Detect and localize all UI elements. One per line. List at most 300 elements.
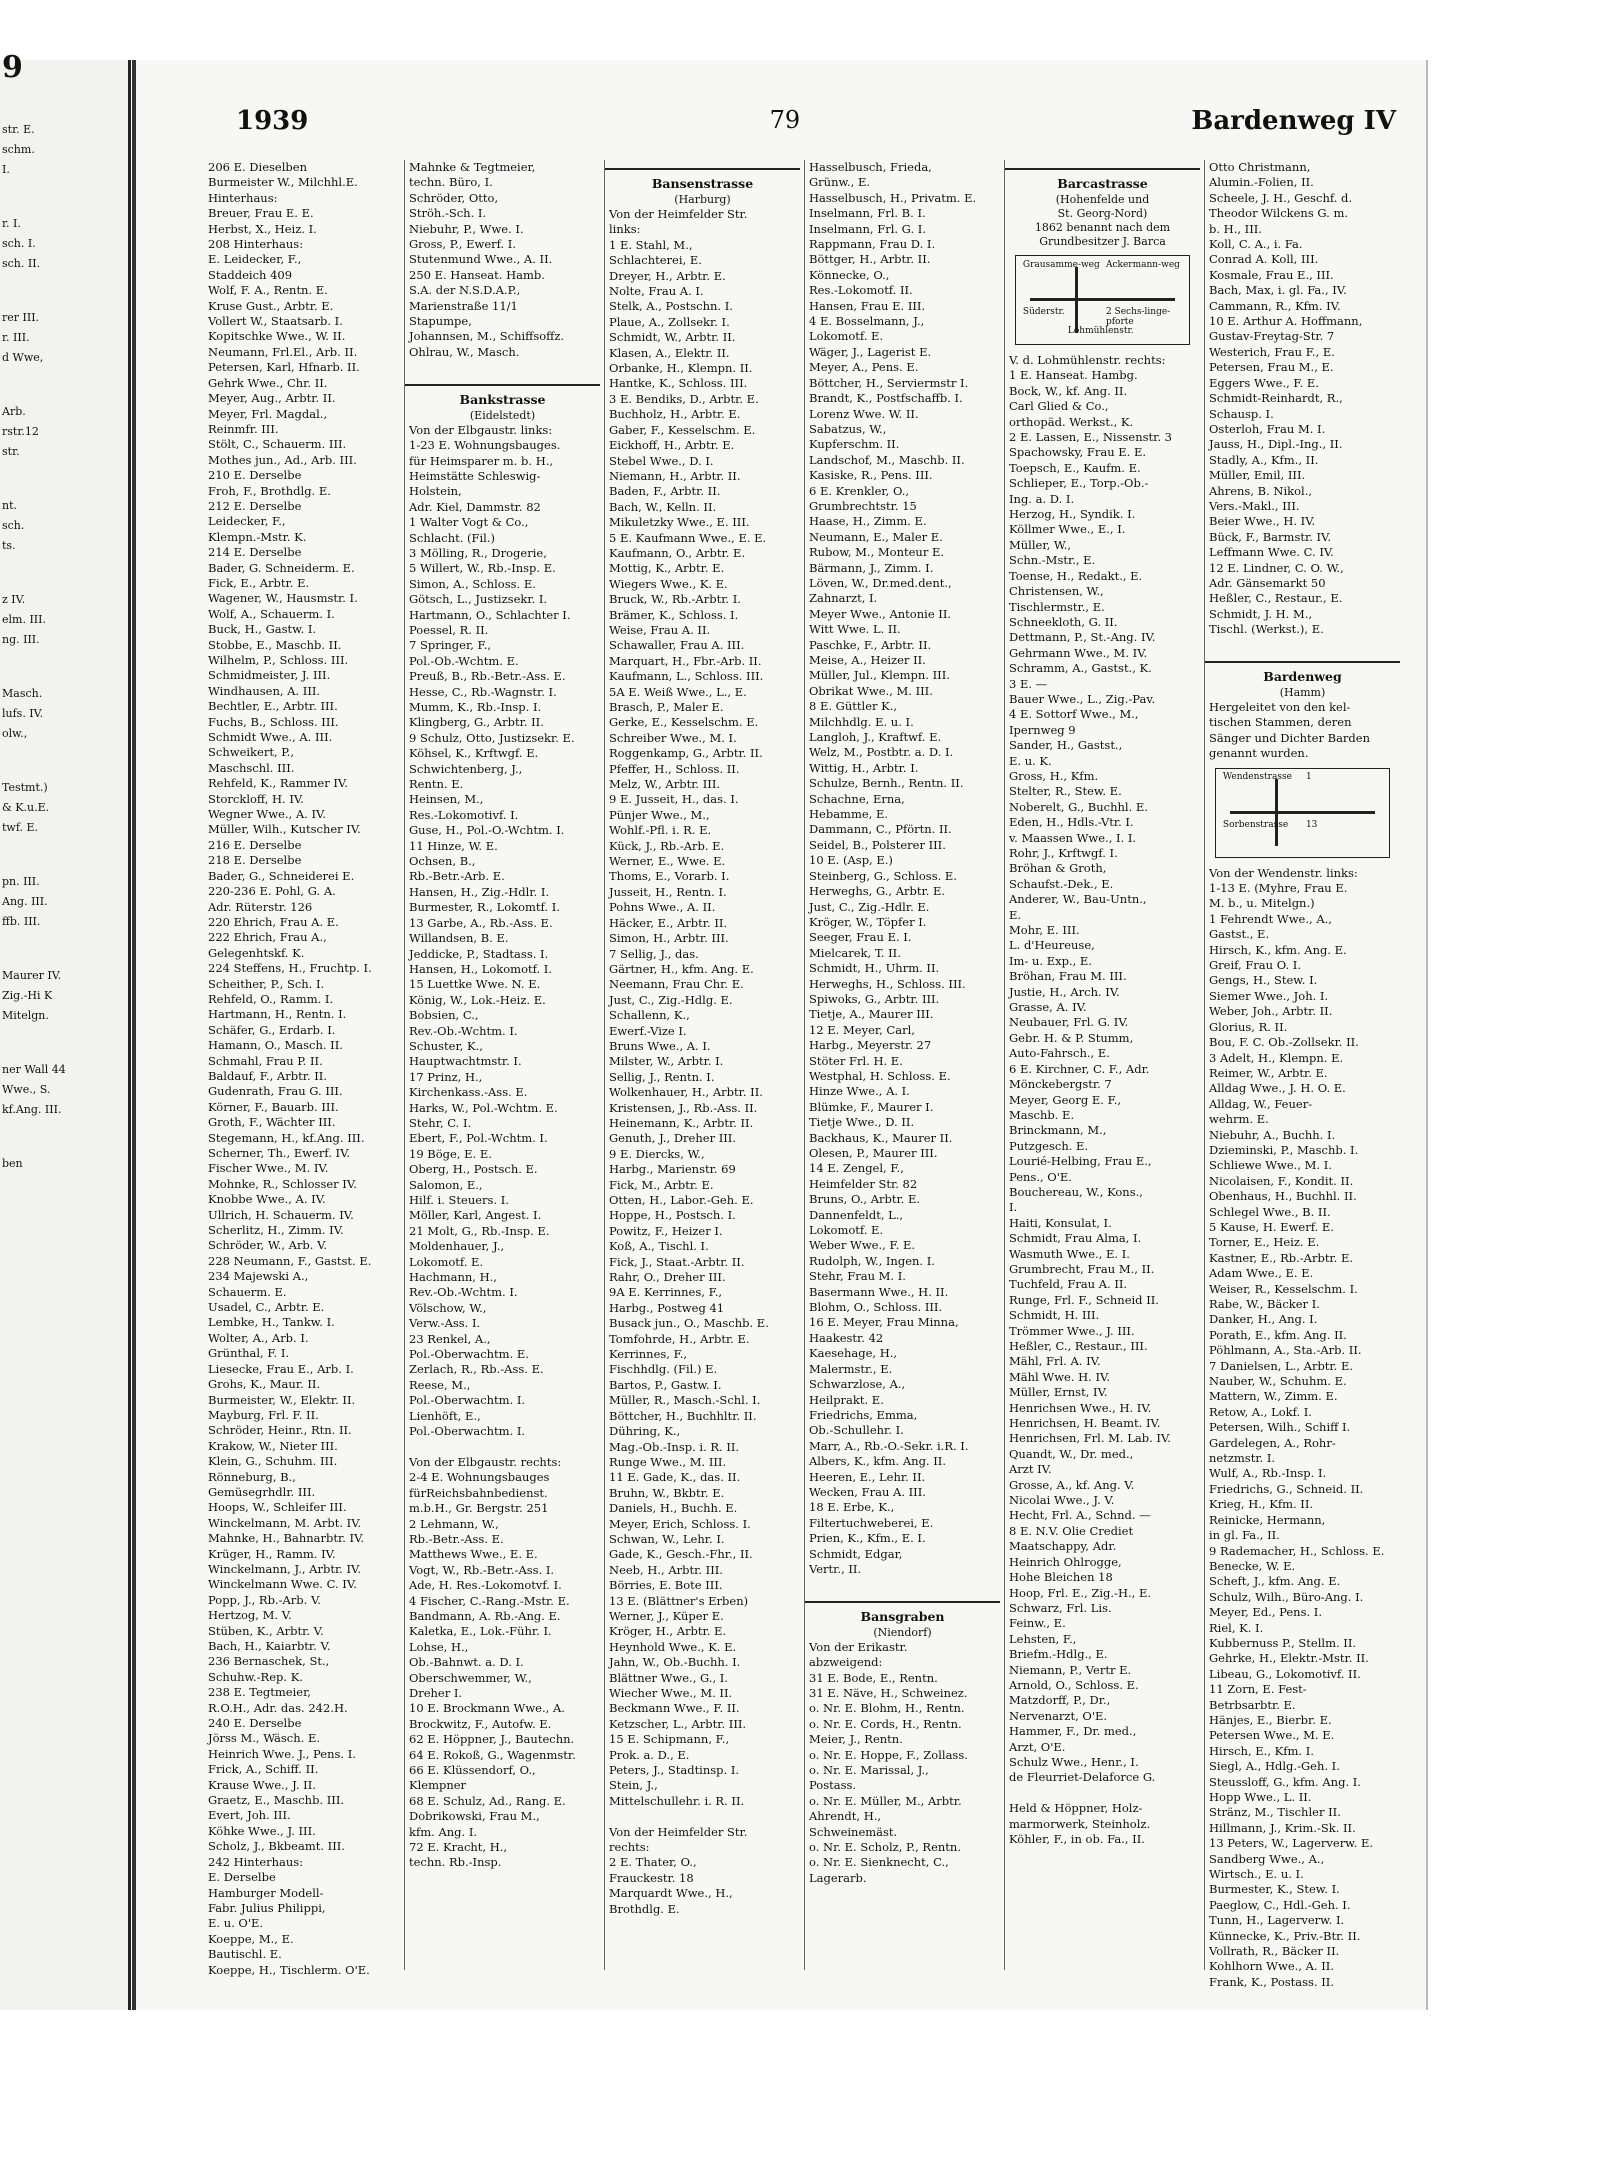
directory-entry: Wulf, A., Rb.-Insp. I. [1209,1466,1327,1481]
directory-entry: Zahnarzt, I. [809,591,878,606]
directory-entry: 240 E. Derselbe [208,1716,302,1731]
directory-entry: Hinze Wwe., A. I. [809,1084,910,1099]
directory-entry: Wegner Wwe., A. IV. [208,807,326,822]
page-header [236,106,1396,146]
directory-entry: Bader, G. Schneiderm. E. [208,560,355,575]
directory-entry: 9 Schulz, Otto, Justizsekr. E. [409,730,575,745]
directory-entry: Dettmann, P., St.-Ang. IV. [1009,630,1156,645]
directory-entry: Siemer Wwe., Joh. I. [1209,988,1329,1003]
directory-entry: Rappmann, Frau D. I. [809,237,936,252]
directory-entry: 5A E. Weiß Wwe., L., E. [609,684,747,699]
directory-entry: 17 Prinz, H., [409,1069,483,1084]
directory-entry: 214 E. Derselbe [208,545,302,560]
directory-entry: Scheft, J., kfm. Ang. E. [1209,1574,1341,1589]
left-page-fragment: elm. III. [2,613,46,626]
left-page-fragment: str. [2,445,20,458]
directory-entry: Vogt, W., Rb.-Betr.-Ass. I. [409,1562,555,1577]
map-road [1230,811,1375,814]
directory-entry: Schneekloth, G. II. [1009,614,1118,629]
directory-entry: Matzdorff, P., Dr., [1009,1693,1111,1708]
directory-entry: Kohlhorn Wwe., A. II. [1209,1959,1334,1974]
directory-entry: Retow, A., Lokf. I. [1209,1404,1312,1419]
directory-entry: Grünw., E. [809,175,870,190]
directory-entry: 16 E. Meyer, Frau Minna, [809,1315,959,1330]
directory-entry: Weiser, R., Kesselschm. I. [1209,1281,1358,1296]
directory-entry: 218 E. Derselbe [208,853,302,868]
directory-entry: Koeppe, H., Tischlerm. O'E. [208,1962,370,1977]
directory-entry: 13 E. (Blättner's Erben) [609,1593,749,1608]
directory-entry: Burmeister, W., Elektr. II. [208,1392,356,1407]
street-subheading: (Hamm) [1279,686,1326,699]
directory-entry: Froh, F., Brothdlg. E. [208,483,331,498]
directory-entry: Niebuhr, P., Wwe. I. [409,221,524,236]
directory-entry: Gade, K., Gesch.-Fhr., II. [609,1547,753,1562]
directory-entry: Müller, Wilh., Kutscher IV. [208,822,361,837]
directory-entry: I. [1009,1200,1018,1215]
directory-entry: Maschschl. III. [208,760,295,775]
header-page-number: 79 [769,106,801,134]
directory-entry: Cammann, R., Kfm. IV. [1209,298,1341,313]
directory-entry: Schlieper, E., Torp.-Ob.- [1009,476,1149,491]
directory-entry: Spachowsky, Frau E. E. [1009,445,1147,460]
directory-entry: Burmester, K., Stew. I. [1209,1882,1340,1897]
directory-entry: Torner, E., Heiz. E. [1209,1235,1320,1250]
left-page-fragment: rstr.12 [2,425,39,438]
directory-entry: 18 E. Erbe, K., [809,1500,895,1515]
directory-entry: Schlacht. (Fil.) [409,530,496,545]
map-label: 1 [1305,772,1312,783]
directory-entry: Meyer, Aug., Arbtr. II. [208,391,336,406]
barden-street-map [1215,768,1390,858]
street-subheading: (Niendorf) [873,1625,932,1639]
directory-entry: 250 E. Hanseat. Hamb. [409,267,545,282]
street-heading: Barcastrasse [1005,168,1200,191]
directory-entry: Meyer, A., Pens. E. [809,360,919,375]
directory-entry: Vollert W., Staatsarb. I. [208,314,343,329]
directory-entry: 2 Lehmann, W., [409,1516,499,1531]
directory-entry: Tischl. (Werkst.), E. [1209,622,1324,637]
directory-entry: Bauer Wwe., L., Zig.-Pav. [1009,691,1156,706]
directory-entry [1205,638,1400,653]
directory-entry: 6 E. Kirchner, C. F., Adr. [1009,1061,1150,1076]
directory-entry: E. [1009,907,1022,922]
directory-entry: Dzieminski, P., Maschb. I. [1209,1142,1359,1157]
directory-entry: Simon, H., Arbtr. III. [609,931,729,946]
directory-entry: Graetz, E., Maschb. III. [208,1793,345,1808]
directory-entry: Toense, H., Redakt., E. [1009,568,1143,583]
street-subheading: Grundbesitzer J. Barca [1039,235,1166,248]
directory-entry: Kupferschm. II. [809,437,900,452]
directory-entry: Dreyer, H., Arbtr. E. [609,268,726,283]
directory-entry: Mattern, W., Zimm. E. [1209,1389,1338,1404]
directory-entry: Obrikat Wwe., M. III. [809,683,933,698]
directory-entry: Frauckestr. 18 [609,1870,694,1885]
directory-entry: Storckloff, H. IV. [208,791,304,806]
directory-entry [405,1440,600,1455]
directory-entry [1005,1786,1200,1801]
directory-entry: Müller, R., Masch.-Schl. I. [609,1393,761,1408]
directory-entry: Im- u. Exp., E. [1009,953,1092,968]
directory-entry: Ewerf.-Vize I. [609,1023,687,1038]
directory-entry: wehrm. E. [1209,1112,1269,1127]
directory-entry: Thoms, E., Vorarb. I. [609,869,730,884]
directory-entry: Meyer Wwe., Antonie II. [809,606,952,621]
directory-entry: Buchholz, H., Arbtr. E. [609,407,741,422]
directory-entry: Könnecke, O., [809,267,890,282]
directory-entry: R.O.H., Adr. das. 242.H. [208,1700,348,1715]
directory-entry: Nolte, Frau A. I. [609,284,704,299]
directory-entry: Hasselbusch, H., Privatm. E. [809,190,977,205]
column-1 [204,160,399,1977]
directory-entry: für Heimsparer m. b. H., [409,453,554,468]
directory-entry: Scherner, Th., Ewerf. IV. [208,1146,351,1160]
street-heading: Bankstrasse [405,384,600,407]
directory-entry: Petersen, Frau M., E. [1209,360,1334,375]
directory-entry: Lagerarb. [809,1870,867,1885]
directory-entry: Meise, A., Heizer II. [809,653,926,667]
directory-entry: Gastst., E. [1209,927,1270,942]
directory-entry: Hoops, W., Schleifer III. [208,1500,347,1515]
directory-entry: Westphal, H. Schloss. E. [809,1068,951,1083]
directory-entry: Noberelt, G., Buchhl. E. [1009,799,1148,814]
left-page-fragment: ner Wall 44 [2,1063,66,1076]
directory-entry: 9 E. Diercks, W., [609,1146,705,1161]
directory-entry: Friedrichs, Emma, [809,1407,918,1422]
directory-entry: Mottig, K., Arbtr. E. [609,561,725,576]
directory-entry: 15 Luettke Wwe. N. E. [409,977,541,992]
directory-entry: Olesen, P., Maurer III. [809,1146,938,1160]
directory-entry: Brasch, P., Maler E. [609,700,724,714]
directory-entry: 4 E. Bosselmann, J., [809,314,925,329]
left-page-fragment: rer III. [2,311,40,324]
directory-entry: Hinterhaus: [208,190,278,205]
directory-entry: 1 Walter Vogt & Co., [409,515,529,530]
directory-entry: 9 E. Jusseit, H., das. I. [609,792,739,807]
directory-entry: 4 Fischer, C.-Rang.-Mstr. E. [409,1593,570,1608]
directory-entry: Bruhn, W., Bkbtr. E. [609,1485,725,1500]
directory-entry: Dreher I. [409,1686,463,1700]
directory-entry: Ebert, F., Pol.-Wchtm. I. [409,1131,548,1146]
column-4 [804,160,1000,1970]
directory-entry: Hecht, Frl. A., Schnd. — [1009,1508,1151,1523]
directory-entry: Stölt, C., Schauerm. III. [208,437,347,452]
directory-entry: Matthews Wwe., E. E. [409,1547,538,1562]
directory-entry: Fischhdlg. (Fil.) E. [609,1362,718,1377]
directory-entry: Hebamme, E. [809,807,889,822]
directory-entry: Gehrmann Wwe., M. IV. [1009,645,1148,660]
directory-entry: Putzgesch. E. [1009,1138,1089,1153]
directory-entry: Krakow, W., Nieter III. [208,1438,338,1453]
directory-entry: Gengs, H., Stew. I. [1209,973,1318,988]
directory-entry: Weber, Joh., Arbtr. II. [1209,1004,1333,1019]
directory-entry: Leidecker, F., [208,514,286,529]
directory-entry: 11 E. Gade, K., das. II. [609,1470,741,1485]
directory-entry: Heßler, C., Restaur., III. [1009,1339,1148,1353]
directory-entry: Landschof, M., Maschb. II. [809,452,965,467]
directory-entry: Schmidt-Reinhardt, R., [1209,391,1343,406]
directory-entry: Wolter, A., Arb. I. [208,1330,309,1345]
directory-entry: Eickhoff, H., Arbtr. E. [609,438,735,453]
directory-entry: 220 Ehrich, Frau A. E. [208,914,339,929]
directory-entry: Otto Christmann, [1209,160,1311,174]
directory-entry: 13 Garbe, A., Rb.-Ass. E. [409,915,553,930]
directory-entry: Beier Wwe., H. IV. [1209,514,1316,529]
directory-entry: Fuchs, B., Schloss. III. [208,714,339,729]
directory-entry: 224 Steffens, H., Fruchtp. I. [208,961,372,976]
directory-entry: Lokomotf. E. [809,329,884,344]
directory-entry: Neemann, Frau Chr. E. [609,977,744,992]
directory-entry: 7 Sellig, J., das. [609,946,699,961]
directory-entry: o. Nr. E. Hoppe, F., Zollass. [809,1747,968,1762]
directory-entry: Milster, W., Arbtr. I. [609,1054,724,1069]
directory-entry: Rehfeld, O., Ramm. I. [208,991,334,1006]
directory-entry: Groth, F., Wächter III. [208,1115,336,1130]
street-heading: Bardenweg [1205,661,1400,684]
directory-entry: Stelter, R., Stew. E. [1009,784,1122,799]
directory-entry: Friedrichs, G., Schneid. II. [1209,1481,1364,1496]
directory-entry: Bruns, O., Arbtr. E. [809,1192,921,1207]
directory-entry: Häcker, E., Arbtr. II. [609,915,728,930]
directory-entry: Busack jun., O., Maschb. E. [609,1316,769,1331]
directory-entry: König, W., Lok.-Heiz. E. [409,992,546,1007]
directory-entry: Herweghs, H., Schloss. III. [809,976,966,991]
street-subheading: St. Georg-Nord) [1057,207,1148,220]
directory-entry: Danker, H., Ang. I. [1209,1312,1318,1327]
directory-entry: Heinsen, M., [409,792,484,807]
directory-entry: Witt Wwe. L. II. [809,622,901,637]
directory-entry: Nicolai Wwe., J. V. [1009,1493,1115,1508]
directory-entry: Frank, K., Postass. II. [1209,1974,1335,1989]
directory-entry: Gelegenhtskf. K. [208,945,305,960]
map-label: Lohmühlenstr. [1067,326,1134,337]
directory-entry [605,1809,800,1824]
directory-entry: Grasse, A. IV. [1009,1000,1087,1015]
directory-entry: Wilhelm, P., Schloss. III. [208,653,349,667]
directory-entry: 236 Bernaschek, St., [208,1654,330,1669]
directory-entry: 72 E. Kracht, H., [409,1840,508,1855]
directory-entry: Schreiber Wwe., M. I. [609,730,737,745]
left-page-fragment: Mitelgn. [2,1009,49,1022]
left-page-fragment: Zig.-Hi K [2,989,53,1002]
left-page-fragment: sch. [2,519,25,532]
directory-entry: 8 E. Güttler K., [809,699,898,714]
directory-entry: Köhsel, K., Krftwgf. E. [409,746,539,761]
directory-entry: Schmidmeister, J. III. [208,668,331,683]
directory-entry: Grumbrecht, Frau M., II. [1009,1261,1155,1276]
header-street-title: Bardenweg IV [1191,106,1396,136]
directory-entry: Fabr. Julius Philippi, [208,1900,326,1915]
directory-entry: 2-4 E. Wohnungsbauges [409,1470,550,1485]
left-page-fragment: sch. I. [2,237,36,250]
directory-entry: Koeppe, M., E. [208,1931,294,1946]
left-page-fragment: schm. [2,143,35,156]
directory-entry: Vollrath, R., Bäcker II. [1209,1944,1340,1959]
directory-entry: Weise, Frau A. II. [609,622,711,637]
directory-entry: Stehr, Frau M. I. [809,1269,906,1284]
directory-entry: Wiecher Wwe., M. II. [609,1686,733,1700]
directory-entry: o. Nr. E. Cords, H., Rentn. [809,1716,962,1731]
left-page-fragment: lufs. IV. [2,707,44,720]
directory-entry: Mahnke & Tegtmeier, [409,160,536,174]
street-subheading: (Hohenfelde und [1055,193,1150,206]
directory-entry: Meyer, Georg E. F., [1009,1092,1122,1107]
directory-entry: Res.-Lokomotivf. I. [409,807,519,822]
directory-entry: Malermstr., E. [809,1361,893,1376]
directory-entry: Jauss, H., Dipl.-Ing., II. [1209,437,1343,452]
directory-entry: Stöter Frl. H. E. [809,1053,903,1068]
left-page-fragment: Wwe., S. [2,1083,51,1096]
directory-entry: Lehsten, F., [1009,1631,1077,1646]
directory-entry: Tietje Wwe., D. II. [809,1115,915,1130]
directory-entry: Bandmann, A. Rb.-Ang. E. [409,1608,561,1623]
directory-entry: 222 Ehrich, Frau A., [208,930,327,945]
directory-entry: Mikuletzky Wwe., E. III. [609,515,750,530]
directory-entry: Stüben, K., Arbtr. V. [208,1623,324,1638]
directory-entry: techn. Büro, I. [409,175,493,190]
directory-entry: 11 Zorn, E. Fest- [1209,1682,1307,1697]
street-subheading: 1862 benannt nach dem [1034,221,1171,234]
directory-entry: Herzog, H., Syndik. I. [1009,507,1136,522]
directory-entry: Müller, Ernst, IV. [1009,1385,1108,1400]
directory-entry: b. H., III. [1209,221,1262,236]
directory-entry: Werner, E., Wwe. E. [609,854,726,869]
directory-entry: Krüger, H., Ramm. IV. [208,1546,336,1561]
directory-entry: Grohs, K., Maur. II. [208,1377,321,1392]
directory-entry: Schausp. I. [1209,406,1274,421]
directory-entry: 1 Fehrendt Wwe., A., [1209,911,1332,926]
directory-entry: Steussloff, G., kfm. Ang. I. [1209,1774,1361,1789]
directory-entry: Ahrens, B. Nikol., [1209,483,1313,498]
directory-entry: Burmester, R., Lokomtf. I. [409,900,560,915]
directory-entry: Wittig, H., Arbtr. I. [809,760,919,775]
directory-entry: 66 E. Klüssendorf, O., [409,1763,536,1778]
directory-entry: Winckelmann Wwe. C. IV. [208,1577,357,1592]
directory-entry: 216 E. Derselbe [208,837,302,852]
directory-entry: Sandberg Wwe., A., [1209,1851,1325,1866]
directory-entry: Haakestr. 42 [809,1330,884,1345]
directory-entry: Kubbernuss P., Stellm. II. [1209,1635,1357,1650]
directory-entry: Seeger, Frau E. I. [809,930,912,945]
directory-entry: Bader, G., Schneiderei E. [208,868,355,883]
directory-entry: Filtertuchweberei, E. [809,1515,934,1530]
left-page-fragment: str. E. [2,123,35,136]
directory-entry: Wecken, Frau A. III. [809,1484,926,1499]
left-page-fragment: twf. E. [2,821,39,834]
directory-entry: Otten, H., Labor.-Geh. E. [609,1193,754,1207]
directory-entry: links: [609,222,641,237]
directory-entry: Harbg., Postweg 41 [609,1300,725,1315]
directory-entry: Maschb. E. [1009,1107,1075,1122]
directory-entry: Beckmann Wwe., F. II. [609,1701,740,1716]
directory-entry: Ochsen, B., [409,854,476,869]
directory-entry: 21 Molt, G., Rb.-Insp. E. [409,1223,550,1238]
directory-entry: Schmidt, H. III. [1009,1308,1100,1323]
directory-entry: 31 E. Bode, E., Rentn. [809,1670,938,1685]
directory-entry: 62 E. Höppner, J., Bautechn. [409,1732,575,1747]
directory-entry: 7 Springer, F., [409,638,492,653]
directory-entry: Schäfer, G., Erdarb. I. [208,1022,336,1037]
directory-entry: Rehfeld, K., Rammer IV. [208,776,348,791]
directory-entry: Blümke, F., Maurer I. [809,1099,934,1114]
directory-entry: Carl Glied & Co., [1009,399,1109,414]
directory-entry: Vertr., II. [809,1561,862,1576]
directory-entry: Langloh, J., Kraftwf. E. [809,730,942,745]
directory-entry: Mag.-Ob.-Insp. i. R. II. [609,1439,740,1454]
directory-entry: Poessel, R. II. [409,622,489,637]
directory-entry: Bach, H., Kaiarbtr. V. [208,1639,331,1653]
directory-entry: Klempn.-Mstr. K. [208,529,307,544]
directory-entry: Schweikert, P., [208,745,294,760]
directory-entry: Hertzog, M. V. [208,1608,292,1623]
directory-entry: Mittelschullehr. i. R. II. [609,1793,745,1808]
directory-entry: Adr. Rüterstr. 126 [208,899,313,914]
directory-entry: Eden, H., Hdls.-Vtr. I. [1009,815,1134,830]
directory-entry: Brockwitz, F., Autofw. E. [409,1716,552,1731]
directory-entry: Adr. Kiel, Dammstr. 82 [409,499,541,514]
directory-entry: L. d'Heureuse, [1009,938,1095,953]
directory-entry: Staddeich 409 [208,267,293,282]
left-page-fragment: olw., [2,727,28,740]
directory-entry: 3 E. — [1009,676,1048,691]
directory-entry: Hachmann, H., [409,1270,497,1285]
directory-entry: Tomfohrde, H., Arbtr. E. [609,1331,750,1346]
directory-entry: Hirsch, K., kfm. Ang. E. [1209,942,1347,957]
directory-entry: techn. Rb.-Insp. [409,1855,502,1870]
directory-entry: Von der Heimfelder Str. [609,207,748,221]
directory-entry: V. d. Lohmühlenstr. rechts: [1009,353,1166,367]
directory-entry: Wohlf.-Pfl. i. R. E. [609,823,712,838]
directory-entry: Schulz Wwe., Henr., I. [1009,1754,1139,1769]
directory-entry: Kerrinnes, F., [609,1347,688,1362]
directory-entry: Böttcher, H., Serviermstr I. [809,375,969,390]
directory-entry: Boucherеau, W., Kons., [1009,1184,1143,1199]
directory-entry: Rb.-Betr.-Ass. E. [409,1531,504,1546]
left-page-fragment: ng. III. [2,633,40,646]
directory-entry: Milchhdlg. E. u. I. [809,714,914,729]
directory-entry: Justie, H., Arch. IV. [1009,984,1120,999]
directory-entry: Lohse, H., [409,1639,469,1654]
directory-entry: Stebel Wwe., D. I. [609,453,714,468]
directory-entry: Kastner, E., Rb.-Arbtr. E. [1209,1250,1354,1265]
directory-entry: Reese, M., [409,1377,471,1392]
directory-entry: Rentn. E. [409,777,464,792]
directory-entry: Harbg., Meyerstr. 27 [809,1038,932,1053]
directory-entry: Dühring, K., [609,1424,681,1439]
directory-entry: Schn.-Mstr., E. [1009,553,1096,568]
directory-entry: Klasen, A., Elektr. II. [609,345,730,360]
directory-entry: Kirchenkass.-Ass. E. [409,1085,528,1100]
directory-entry: Hoppe, H., Postsch. I. [609,1208,736,1223]
directory-entry: Holstein, [409,484,462,499]
directory-entry: Osterloh, Frau M. I. [1209,421,1326,436]
directory-entry: Bärmann, J., Zimm. I. [809,560,934,575]
directory-entry: Herbst, X., Heiz. I. [208,221,317,236]
directory-entry: Kruse Gust., Arbtr. E. [208,298,334,313]
directory-entry: Schlegel Wwe., B. II. [1209,1204,1331,1219]
directory-entry: Dannenfeldt, L., [809,1207,904,1222]
directory-entry: Müller, Emil, III. [1209,468,1306,483]
directory-entry: Hasselbusch, Frieda, [809,160,932,174]
directory-entry: Res.-Lokomotf. II. [809,283,913,298]
directory-entry: Ing. a. D. I. [1009,491,1075,506]
directory-entry: Hoop, Frl. E., Zig.-H., E. [1009,1585,1151,1600]
directory-entry: Pol.-Ob.-Wchtm. E. [409,653,519,668]
directory-entry: Henrichsen, H. Beamt. IV. [1009,1416,1161,1431]
directory-entry: Liesecke, Frau E., Arb. I. [208,1361,354,1376]
directory-entry: Marquardt Wwe., H., [609,1886,733,1901]
directory-entry: Daniels, H., Buchh. E. [609,1501,738,1516]
directory-entry: M. b., u. Mitelgn.) [1209,896,1315,911]
